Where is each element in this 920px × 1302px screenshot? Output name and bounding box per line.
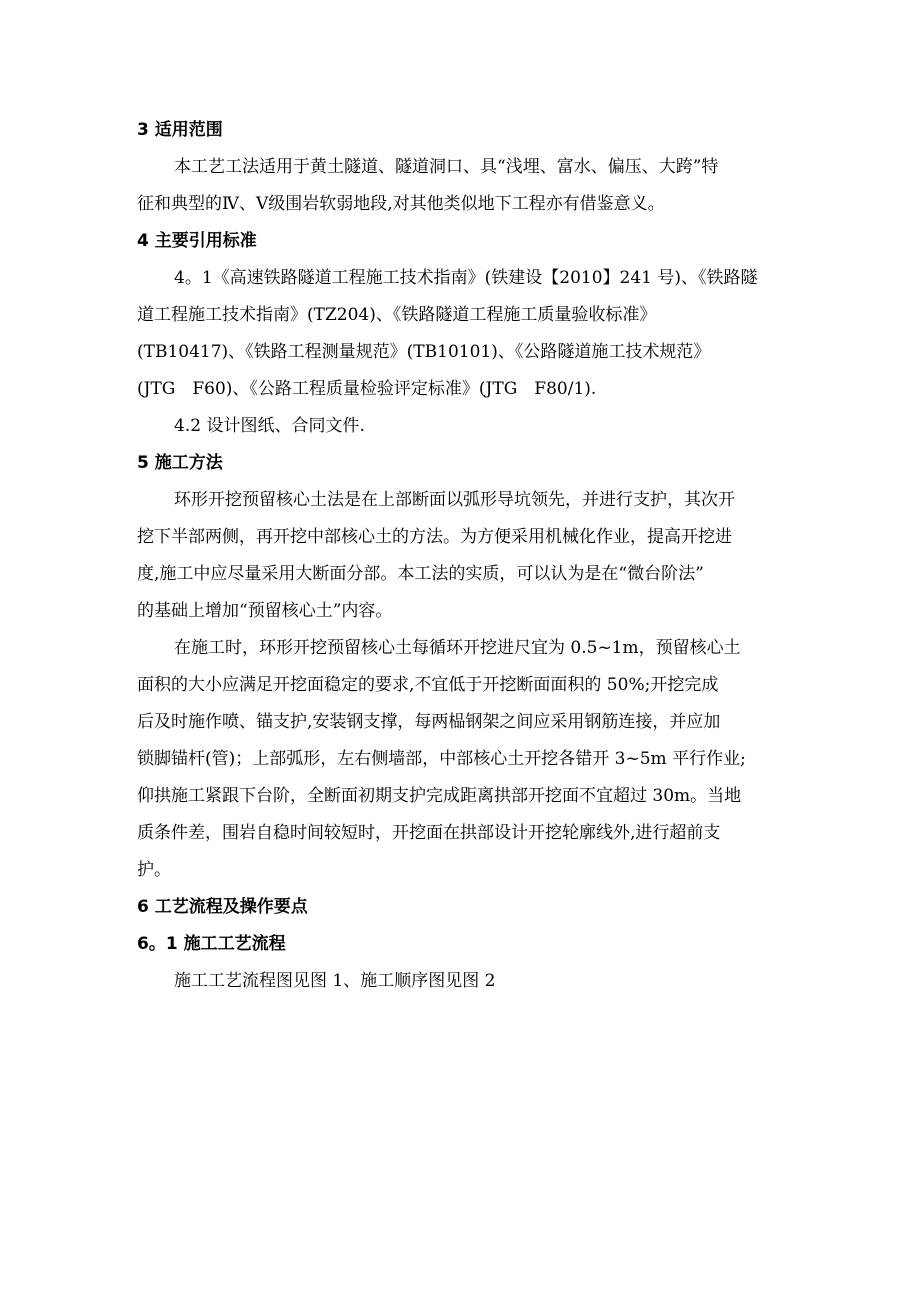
paragraph-line: 4.2 设计图纸、合同文件. [174, 416, 365, 436]
heading-section-6: 6 工艺流程及操作要点 [137, 897, 308, 917]
paragraph-line: 质条件差，围岩自稳时间较短时，开挖面在拱部设计开挖轮廓线外,进行超前支 [137, 823, 721, 843]
paragraph-line: 征和典型的Ⅳ、Ⅴ级围岩软弱地段,对其他类似地下工程亦有借鉴意义。 [137, 194, 665, 214]
paragraph-line: 锁脚锚杆(管)；上部弧形，左右侧墙部，中部核心土开挖各错开 3~5m 平行作业; [137, 749, 746, 769]
heading-section-4: 4 主要引用标准 [137, 231, 257, 251]
paragraph-line: 的基础上增加“预留核心土”内容。 [137, 601, 393, 621]
paragraph-line: 仰拱施工紧跟下台阶，全断面初期支护完成距离拱部开挖面不宜超过 30m。当地 [137, 786, 742, 806]
paragraph-line: (TB10417)、《铁路工程测量规范》(TB10101)、《公路隧道施工技术规范》 [137, 342, 711, 362]
paragraph-line: 在施工时，环形开挖预留核心土每循环开挖进尺宜为 0.5~1m，预留核心土 [174, 638, 741, 658]
subheading-6-1: 6。1 施工工艺流程 [137, 934, 286, 954]
paragraph-line: 施工工艺流程图见图 1、施工顺序图见图 2 [174, 971, 496, 991]
paragraph-line: 4。1《高速铁路隧道工程施工技术指南》(铁建设【2010】241 号)、《铁路隧 [174, 268, 758, 288]
paragraph-line: 后及时施作喷、锚支护,安装钢支撑，每两榀钢架之间应采用钢筋连接，并应加 [137, 712, 721, 732]
paragraph-line: 挖下半部两侧，再开挖中部核心土的方法。为方便采用机械化作业，提高开挖进 [137, 527, 732, 547]
paragraph-line: 环形开挖预留核心土法是在上部断面以弧形导坑领先，并进行支护，其次开 [174, 490, 735, 510]
heading-section-3: 3 适用范围 [137, 120, 223, 140]
paragraph-line: 度,施工中应尽量采用大断面分部。本工法的实质，可以认为是在“微台阶法” [137, 564, 704, 584]
paragraph-line: 道工程施工技术指南》(TZ204)、《铁路隧道工程施工质量验收标准》 [137, 305, 657, 325]
paragraph-line: 面积的大小应满足开挖面稳定的要求,不宜低于开挖断面面积的 50%;开挖完成 [137, 675, 719, 695]
paragraph-line: (JTG F60)、《公路工程质量检验评定标准》(JTG F80/1). [137, 379, 597, 399]
paragraph-line: 护。 [137, 860, 171, 880]
heading-section-5: 5 施工方法 [137, 453, 223, 473]
paragraph-line: 本工艺工法适用于黄土隧道、隧道洞口、具“浅埋、富水、偏压、大跨”特 [174, 157, 719, 177]
